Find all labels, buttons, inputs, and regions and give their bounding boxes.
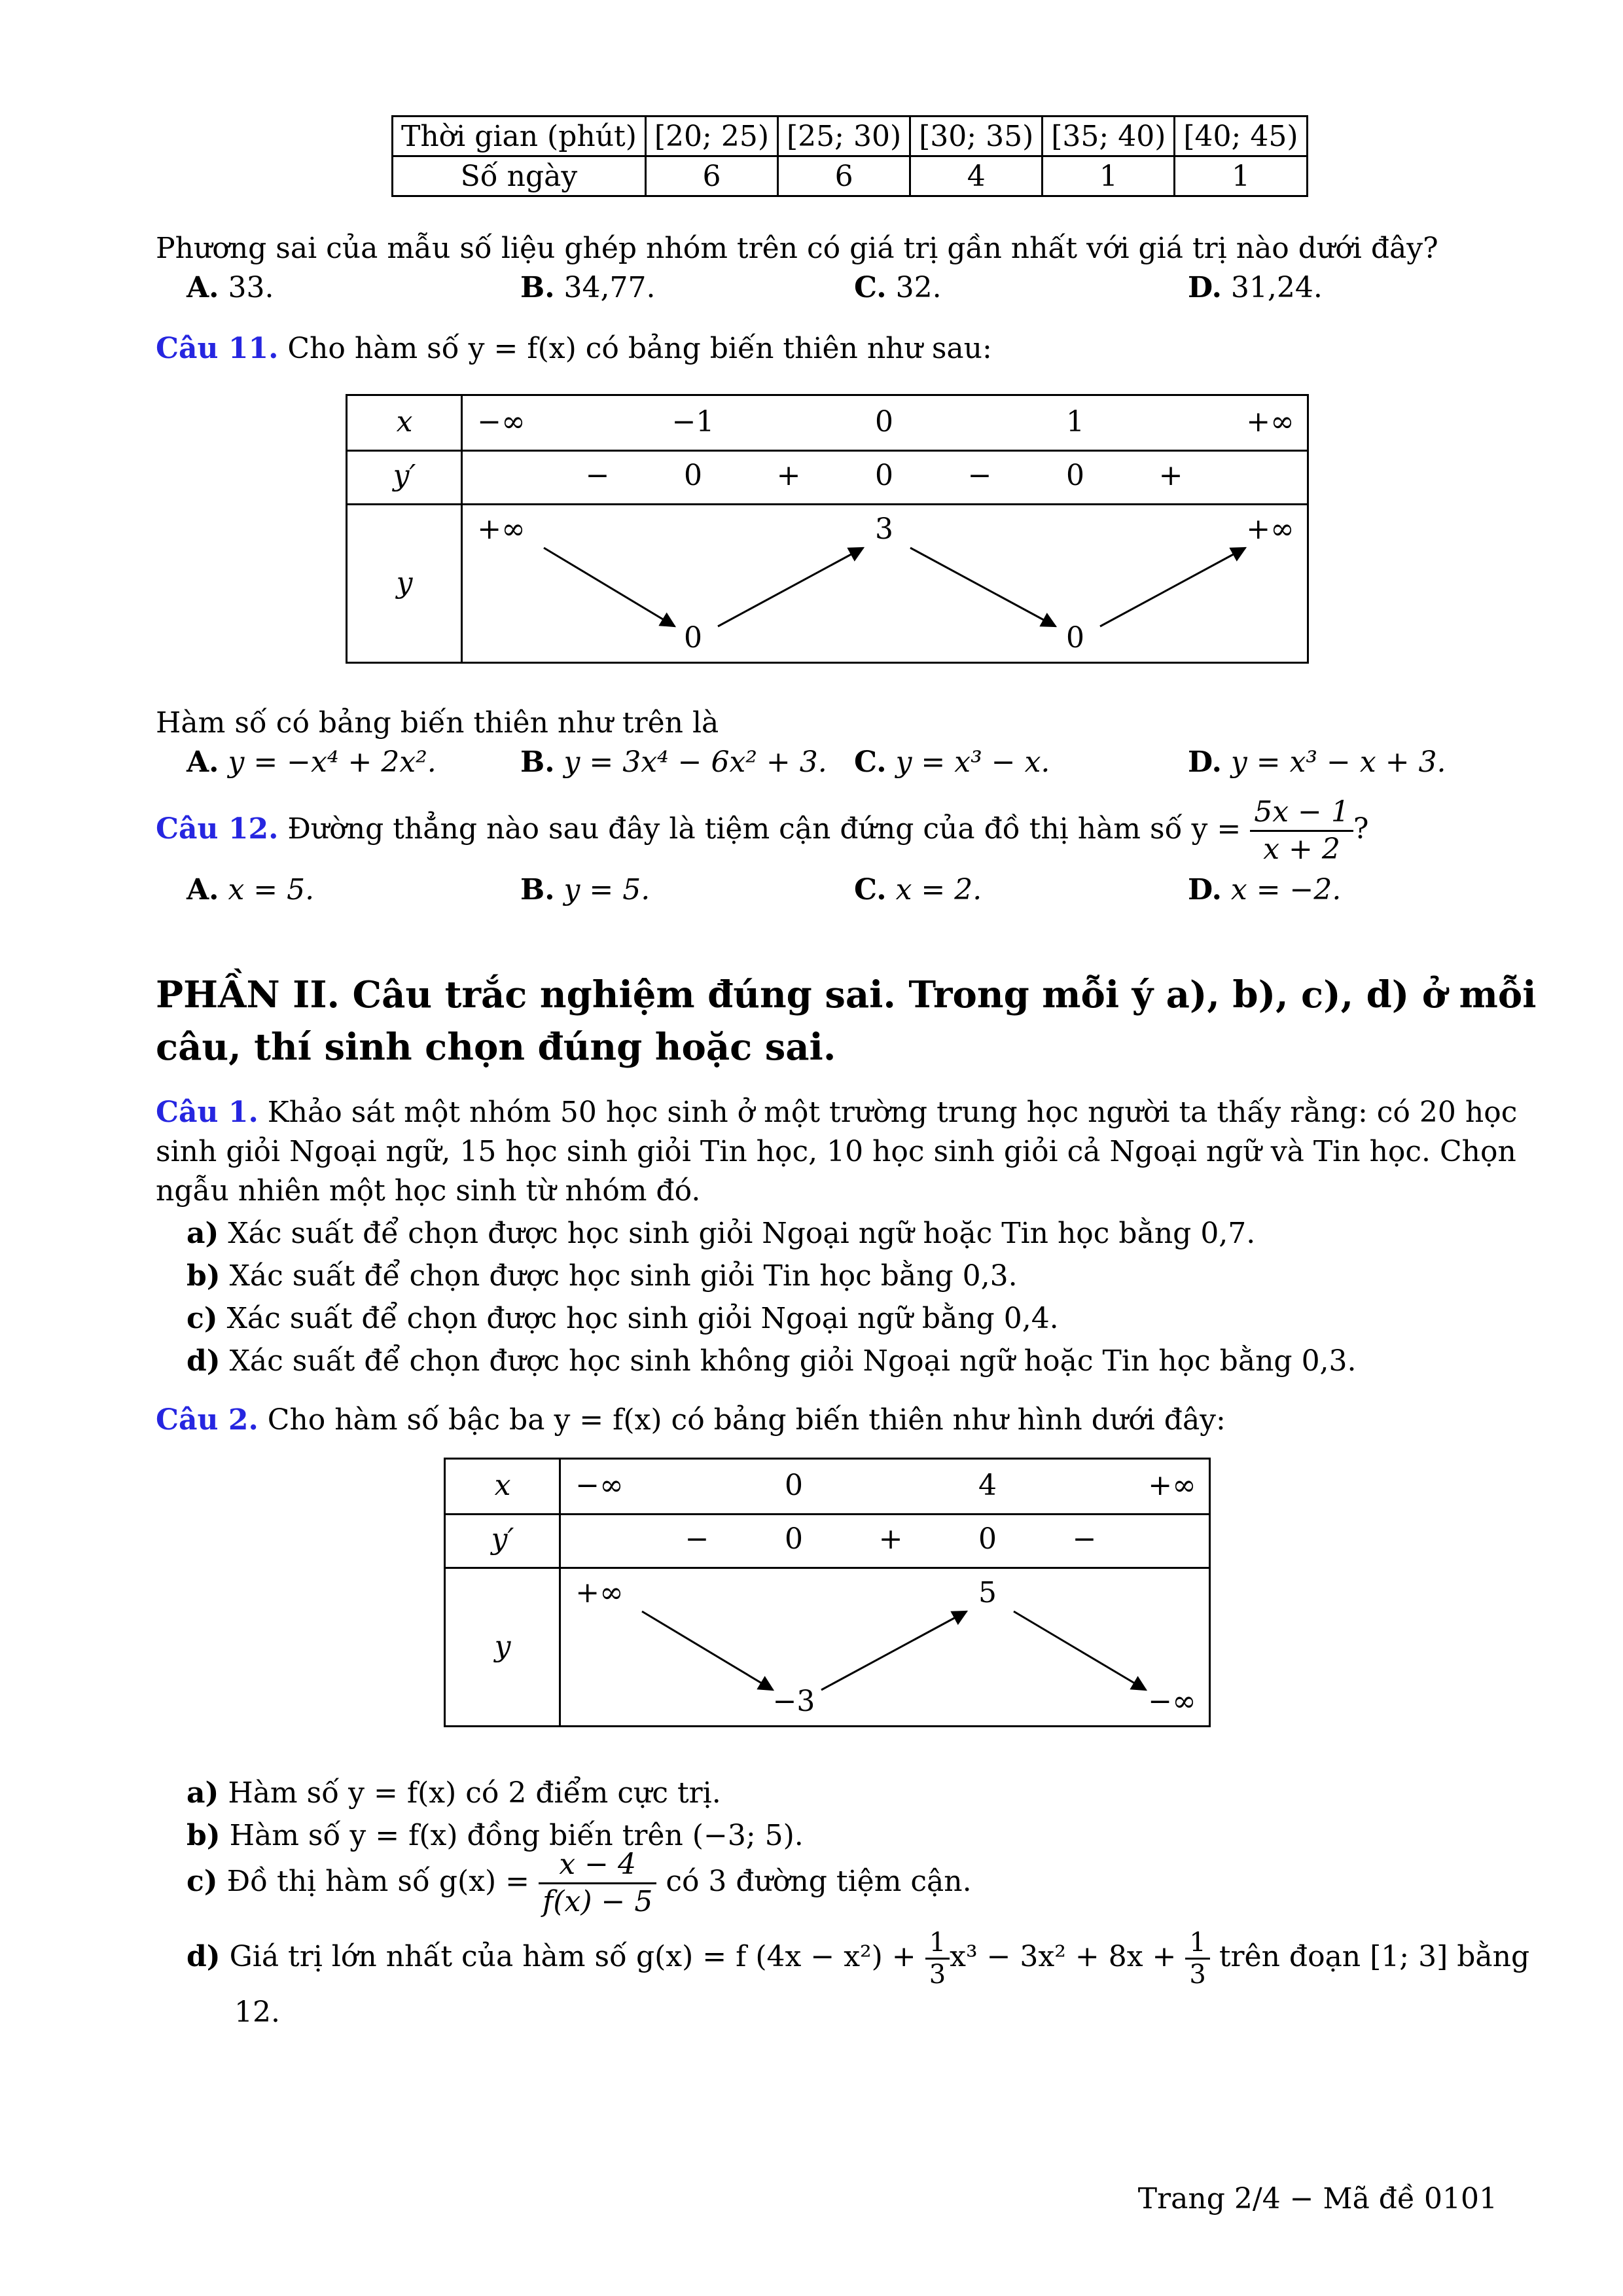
q11-option-b xyxy=(520,743,827,782)
item-label: b) xyxy=(187,1819,221,1852)
q11-option-a xyxy=(187,743,437,782)
item-label: c) xyxy=(187,1302,218,1335)
p2q1-line3: ngẫu nhiên một học sinh từ nhóm đó. xyxy=(156,1174,701,1208)
c-fraction xyxy=(539,1847,656,1920)
freq-value-cell: 4 xyxy=(910,156,1043,196)
item-text: x³ − 3x² + 8x + xyxy=(950,1940,1177,1973)
sign-value: + xyxy=(776,459,801,492)
question-label: Câu 2. xyxy=(156,1403,259,1437)
option-label: B. xyxy=(520,873,555,906)
item-label: a) xyxy=(187,1776,219,1810)
option-text: y = x³ − x. xyxy=(895,745,1050,779)
item-text: có 3 đường tiệm cận. xyxy=(666,1865,972,1898)
sign-value: 0 xyxy=(785,1522,803,1556)
fraction-numerator: 1 xyxy=(925,1928,950,1960)
yprime-row-label: y′ xyxy=(491,1522,514,1556)
fraction-denominator: f(x) − 5 xyxy=(543,1885,653,1918)
sign-value: 0 xyxy=(684,459,702,492)
frequency-table-header-row xyxy=(393,117,1308,156)
page-footer: Trang 2/4 − Mã đề 0101 xyxy=(1137,2182,1497,2215)
p2q2-item-d-continuation: 12. xyxy=(234,1996,280,2029)
q12-fraction xyxy=(1250,795,1353,867)
fraction-numerator: 5x − 1 xyxy=(1250,795,1353,832)
sign-value: − xyxy=(685,1522,709,1556)
x-value: +∞ xyxy=(1246,405,1294,439)
fraction-denominator: 3 xyxy=(1189,1960,1206,1990)
y-row-label: y xyxy=(494,1630,511,1663)
freq-value-cell: 6 xyxy=(778,156,910,196)
p2q2-item-d xyxy=(187,1921,1529,1993)
q10-option-d xyxy=(1188,268,1323,308)
x-value: 0 xyxy=(785,1469,803,1502)
p2q2-item-c xyxy=(187,1846,972,1920)
freq-value-cell: Số ngày xyxy=(393,156,646,196)
option-text: x = 2. xyxy=(895,873,982,906)
option-label: B. xyxy=(520,745,555,779)
question-label: Câu 12. xyxy=(156,812,279,846)
option-text: y = 5. xyxy=(563,873,651,906)
option-text: 32. xyxy=(895,271,942,304)
item-text: trên đoạn [1; 3] bằng xyxy=(1219,1940,1530,1973)
item-label: a) xyxy=(187,1217,219,1250)
q10-option-b xyxy=(520,268,655,308)
sign-value: + xyxy=(1158,459,1183,492)
item-text: Xác suất để chọn được học sinh giỏi Ngoại ngữ bằng 0,4. xyxy=(226,1302,1059,1335)
question-text: Khảo sát một nhóm 50 học sinh ở một trường trung học người ta thấy rằng: có 20 học xyxy=(267,1096,1518,1129)
q11-option-c xyxy=(854,743,1050,782)
p2q2-stem xyxy=(156,1401,1226,1440)
q11-stem xyxy=(156,329,992,368)
item-text: Hàm số y = f(x) có 2 điểm cực trị. xyxy=(228,1776,721,1810)
freq-value-cell: 1 xyxy=(1175,156,1307,196)
option-text: 31,24. xyxy=(1230,271,1323,304)
q10-option-a xyxy=(187,268,274,308)
item-text: Xác suất để chọn được học sinh không giỏi Ngoại ngữ hoặc Tin học bằng 0,3. xyxy=(229,1344,1357,1378)
x-value: −∞ xyxy=(477,405,526,439)
p2q1-item-a xyxy=(187,1214,1255,1253)
option-text: y = −x⁴ + 2x². xyxy=(228,745,437,779)
freq-value-cell: 1 xyxy=(1043,156,1175,196)
sign-value: 0 xyxy=(978,1522,997,1556)
question-text: Cho hàm số y = f(x) có bảng biến thiên như sau: xyxy=(287,332,992,365)
item-label: c) xyxy=(187,1865,218,1898)
sign-value: − xyxy=(1072,1522,1097,1556)
question-label: Câu 1. xyxy=(156,1096,259,1129)
frequency-table xyxy=(391,115,1308,197)
option-label: A. xyxy=(187,745,219,779)
sign-value: + xyxy=(878,1522,903,1556)
decrease-arrow xyxy=(910,548,1056,626)
decrease-arrow xyxy=(544,548,675,626)
y-row-label: y xyxy=(396,566,413,600)
p2q1-item-c xyxy=(187,1299,1059,1338)
item-text: Xác suất để chọn được học sinh giỏi Tin học bằng 0,3. xyxy=(229,1259,1018,1293)
fraction-denominator: x + 2 xyxy=(1263,833,1340,866)
question-end: ? xyxy=(1353,812,1369,846)
part2-heading-line2: câu, thí sinh chọn đúng hoặc sai. xyxy=(156,1026,836,1069)
x-value: +∞ xyxy=(1148,1469,1196,1502)
q12-option-b xyxy=(520,870,650,910)
increase-arrow xyxy=(821,1611,967,1690)
x-value: −1 xyxy=(671,405,715,439)
q12-option-c xyxy=(854,870,982,910)
option-text: y = x³ − x + 3. xyxy=(1230,745,1446,779)
y-bottom-value: 0 xyxy=(684,621,702,655)
part2-heading-line1: PHẦN II. Câu trắc nghiệm đúng sai. Trong mỗi ý a), b), c), d) ở mỗi xyxy=(156,973,1537,1016)
option-label: D. xyxy=(1188,745,1222,779)
option-text: 34,77. xyxy=(563,271,656,304)
variation-arrows xyxy=(348,396,1311,666)
fraction-numerator: x − 4 xyxy=(539,1847,656,1884)
item-label: d) xyxy=(187,1940,221,1973)
y-top-value: 3 xyxy=(875,512,893,546)
y-bottom-value: −3 xyxy=(772,1685,815,1718)
freq-header-cell: [20; 25) xyxy=(645,117,777,156)
x-row-label: x xyxy=(494,1469,511,1502)
increase-arrow xyxy=(1100,548,1245,626)
y-top-value: +∞ xyxy=(575,1576,624,1609)
q12-option-d xyxy=(1188,870,1341,910)
freq-header-cell: [25; 30) xyxy=(778,117,910,156)
q10-option-c xyxy=(854,268,942,308)
question-text: Cho hàm số bậc ba y = f(x) có bảng biến thiên như hình dưới đây: xyxy=(267,1403,1226,1437)
option-text: 33. xyxy=(228,271,274,304)
option-label: B. xyxy=(520,271,555,304)
option-label: D. xyxy=(1188,873,1222,906)
freq-header-cell: [35; 40) xyxy=(1043,117,1175,156)
d-fraction-1 xyxy=(925,1928,950,1990)
x-value: 4 xyxy=(978,1469,997,1502)
fraction-numerator: 1 xyxy=(1185,1928,1209,1960)
option-text: x = 5. xyxy=(228,873,315,906)
y-top-value: +∞ xyxy=(477,512,526,546)
sign-value: − xyxy=(967,459,992,492)
x-value: 1 xyxy=(1066,405,1084,439)
p2q2-variation-table xyxy=(444,1458,1211,1727)
p2q2-item-a xyxy=(187,1774,721,1813)
item-text: Xác suất để chọn được học sinh giỏi Ngoại ngữ hoặc Tin học bằng 0,7. xyxy=(228,1217,1256,1250)
x-row-label: x xyxy=(396,405,413,439)
sign-value: 0 xyxy=(875,459,893,492)
variation-arrows xyxy=(446,1460,1213,1729)
p2q1-line2: sinh giỏi Ngoại ngữ, 15 học sinh giỏi Tin học, 10 học sinh giỏi cả Ngoại ngữ và Tin học. Chọn xyxy=(156,1135,1516,1168)
q11-variation-table xyxy=(346,394,1309,664)
question-text: Đường thẳng nào sau đây là tiệm cận đứng của đồ thị hàm số y = xyxy=(287,812,1241,846)
freq-header-cell: [30; 35) xyxy=(910,117,1043,156)
item-text: Đồ thị hàm số g(x) = xyxy=(226,1865,530,1898)
d-fraction-2 xyxy=(1185,1928,1209,1990)
freq-value-cell: 6 xyxy=(645,156,777,196)
q12-stem xyxy=(156,793,1368,867)
yprime-row-label: y′ xyxy=(393,459,416,492)
p2q1-item-b xyxy=(187,1257,1018,1296)
increase-arrow xyxy=(718,548,863,626)
q12-option-a xyxy=(187,870,314,910)
sign-value: − xyxy=(585,459,610,492)
p2q1-item-d xyxy=(187,1342,1357,1381)
q11-option-d xyxy=(1188,743,1446,782)
decrease-arrow xyxy=(642,1611,773,1690)
option-text: y = 3x⁴ − 6x² + 3. xyxy=(563,745,827,779)
item-text: Giá trị lớn nhất của hàm số g(x) = f (4x − x²) + xyxy=(229,1940,916,1973)
p2q1-line1 xyxy=(156,1093,1517,1132)
option-label: A. xyxy=(187,873,219,906)
option-label: C. xyxy=(854,745,887,779)
y-bottom-value: −∞ xyxy=(1148,1685,1196,1718)
option-label: D. xyxy=(1188,271,1222,304)
y-top-value: 5 xyxy=(978,1576,997,1609)
y-top-value: +∞ xyxy=(1246,512,1294,546)
item-label: b) xyxy=(187,1259,221,1293)
frequency-table-value-row xyxy=(393,156,1308,196)
decrease-arrow xyxy=(1014,1611,1146,1690)
freq-header-cell: Thời gian (phút) xyxy=(393,117,646,156)
option-label: A. xyxy=(187,271,219,304)
option-label: C. xyxy=(854,873,887,906)
option-text: x = −2. xyxy=(1230,873,1342,906)
item-text: Hàm số y = f(x) đồng biến trên (−3; 5). xyxy=(229,1819,804,1852)
q10-text: Phương sai của mẫu số liệu ghép nhóm trên có giá trị gần nhất với giá trị nào dưới đây? xyxy=(156,232,1438,265)
question-label: Câu 11. xyxy=(156,332,279,365)
fraction-denominator: 3 xyxy=(929,1960,946,1990)
item-label: d) xyxy=(187,1344,221,1378)
x-value: 0 xyxy=(875,405,893,439)
freq-header-cell: [40; 45) xyxy=(1175,117,1307,156)
y-bottom-value: 0 xyxy=(1066,621,1084,655)
q11-after-text: Hàm số có bảng biến thiên như trên là xyxy=(156,706,719,740)
x-value: −∞ xyxy=(575,1469,624,1502)
option-label: C. xyxy=(854,271,887,304)
sign-value: 0 xyxy=(1066,459,1084,492)
